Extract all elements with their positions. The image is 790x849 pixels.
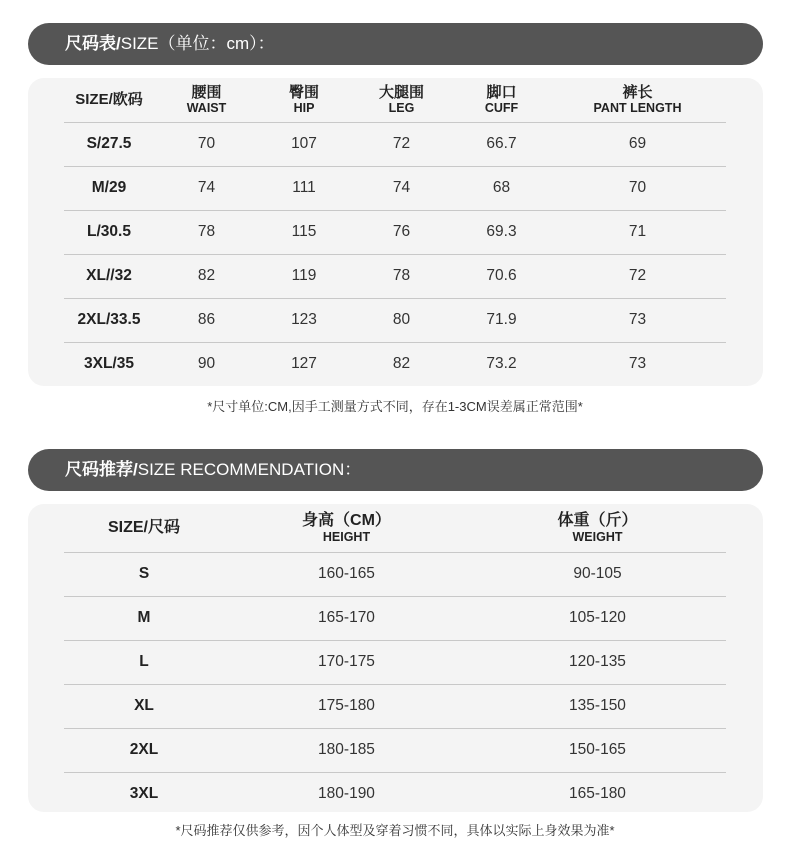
size-chart-header-hip: 臀围 HIP	[288, 84, 319, 116]
table-row	[64, 166, 726, 210]
size-cell: L/30.5	[64, 210, 154, 254]
size-cell: S/27.5	[64, 122, 154, 166]
value-cell: 111	[259, 166, 349, 210]
size-cell: 3XL/35	[64, 342, 154, 386]
size-recommendation-header-row	[64, 504, 726, 552]
size-chart-card	[28, 78, 763, 386]
table-row	[64, 596, 726, 640]
value-cell: 119	[259, 254, 349, 298]
value-cell: 69.3	[454, 210, 549, 254]
value-cell: 78	[154, 210, 259, 254]
value-cell: 120-135	[469, 640, 726, 684]
value-cell: 180-185	[224, 728, 469, 772]
size-recommendation-header-weight: 体重（斤） WEIGHT	[557, 512, 638, 545]
size-chart-header-waist: 腰围 WAIST	[186, 84, 227, 116]
value-cell: 73.2	[454, 342, 549, 386]
value-cell: 68	[454, 166, 549, 210]
size-recommendation-card	[28, 504, 763, 812]
size-cell: 3XL	[64, 772, 224, 816]
table-row	[64, 772, 726, 816]
size-recommendation-title-bar	[28, 449, 763, 491]
size-chart-title-rest: SIZE（单位：cm）：	[120, 34, 275, 53]
size-chart-table	[64, 78, 726, 386]
table-row	[64, 552, 726, 596]
value-cell: 74	[154, 166, 259, 210]
size-recommendation-title-bold: 尺码推荐/	[65, 460, 138, 479]
value-cell: 105-120	[469, 596, 726, 640]
size-recommendation-note: *尺码推荐仅供参考，因个人体型及穿着习惯不同，具体以实际上身效果为准*	[175, 823, 615, 838]
value-cell: 135-150	[469, 684, 726, 728]
value-cell: 71.9	[454, 298, 549, 342]
value-cell: 69	[549, 122, 726, 166]
table-row	[64, 640, 726, 684]
value-cell: 165-180	[469, 772, 726, 816]
value-cell: 70	[549, 166, 726, 210]
table-row	[64, 210, 726, 254]
value-cell: 73	[549, 342, 726, 386]
value-cell: 82	[349, 342, 454, 386]
size-recommendation-table	[64, 504, 726, 816]
value-cell: 90-105	[469, 552, 726, 596]
size-recommendation-header-height: 身高（CM） HEIGHT	[302, 512, 391, 545]
value-cell: 160-165	[224, 552, 469, 596]
table-row	[64, 254, 726, 298]
size-chart-header-size: SIZE/欧码	[75, 91, 143, 109]
value-cell: 90	[154, 342, 259, 386]
value-cell: 150-165	[469, 728, 726, 772]
size-recommendation-header-size: SIZE/尺码	[107, 519, 180, 537]
size-cell: S	[64, 552, 224, 596]
size-chart-title-bold: 尺码表/	[65, 34, 121, 53]
size-cell: XL//32	[64, 254, 154, 298]
size-chart-header-pant-length: 裤长 PANT LENGTH	[593, 84, 682, 116]
value-cell: 73	[549, 298, 726, 342]
value-cell: 76	[349, 210, 454, 254]
table-row	[64, 342, 726, 386]
value-cell: 80	[349, 298, 454, 342]
size-cell: 2XL	[64, 728, 224, 772]
size-cell: 2XL/33.5	[64, 298, 154, 342]
value-cell: 78	[349, 254, 454, 298]
value-cell: 175-180	[224, 684, 469, 728]
table-row	[64, 122, 726, 166]
value-cell: 71	[549, 210, 726, 254]
table-row	[64, 728, 726, 772]
value-cell: 72	[549, 254, 726, 298]
value-cell: 74	[349, 166, 454, 210]
value-cell: 107	[259, 122, 349, 166]
size-recommendation-title-rest: SIZE RECOMMENDATION：	[137, 460, 362, 479]
size-chart-header-cuff: 脚口 CUFF	[484, 84, 519, 116]
size-chart-title-bar	[28, 23, 763, 65]
value-cell: 70	[154, 122, 259, 166]
table-row	[64, 298, 726, 342]
value-cell: 127	[259, 342, 349, 386]
size-chart-note: *尺寸单位:CM,因手工测量方式不同，存在1-3CM误差属正常范围*	[207, 399, 583, 414]
value-cell: 115	[259, 210, 349, 254]
table-row	[64, 684, 726, 728]
value-cell: 72	[349, 122, 454, 166]
size-cell: M	[64, 596, 224, 640]
size-chart-header-row	[64, 78, 726, 122]
value-cell: 82	[154, 254, 259, 298]
size-chart-header-leg: 大腿围 LEG	[378, 84, 424, 116]
size-cell: M/29	[64, 166, 154, 210]
value-cell: 70.6	[454, 254, 549, 298]
value-cell: 66.7	[454, 122, 549, 166]
size-cell: XL	[64, 684, 224, 728]
value-cell: 180-190	[224, 772, 469, 816]
value-cell: 86	[154, 298, 259, 342]
value-cell: 123	[259, 298, 349, 342]
value-cell: 170-175	[224, 640, 469, 684]
size-cell: L	[64, 640, 224, 684]
value-cell: 165-170	[224, 596, 469, 640]
